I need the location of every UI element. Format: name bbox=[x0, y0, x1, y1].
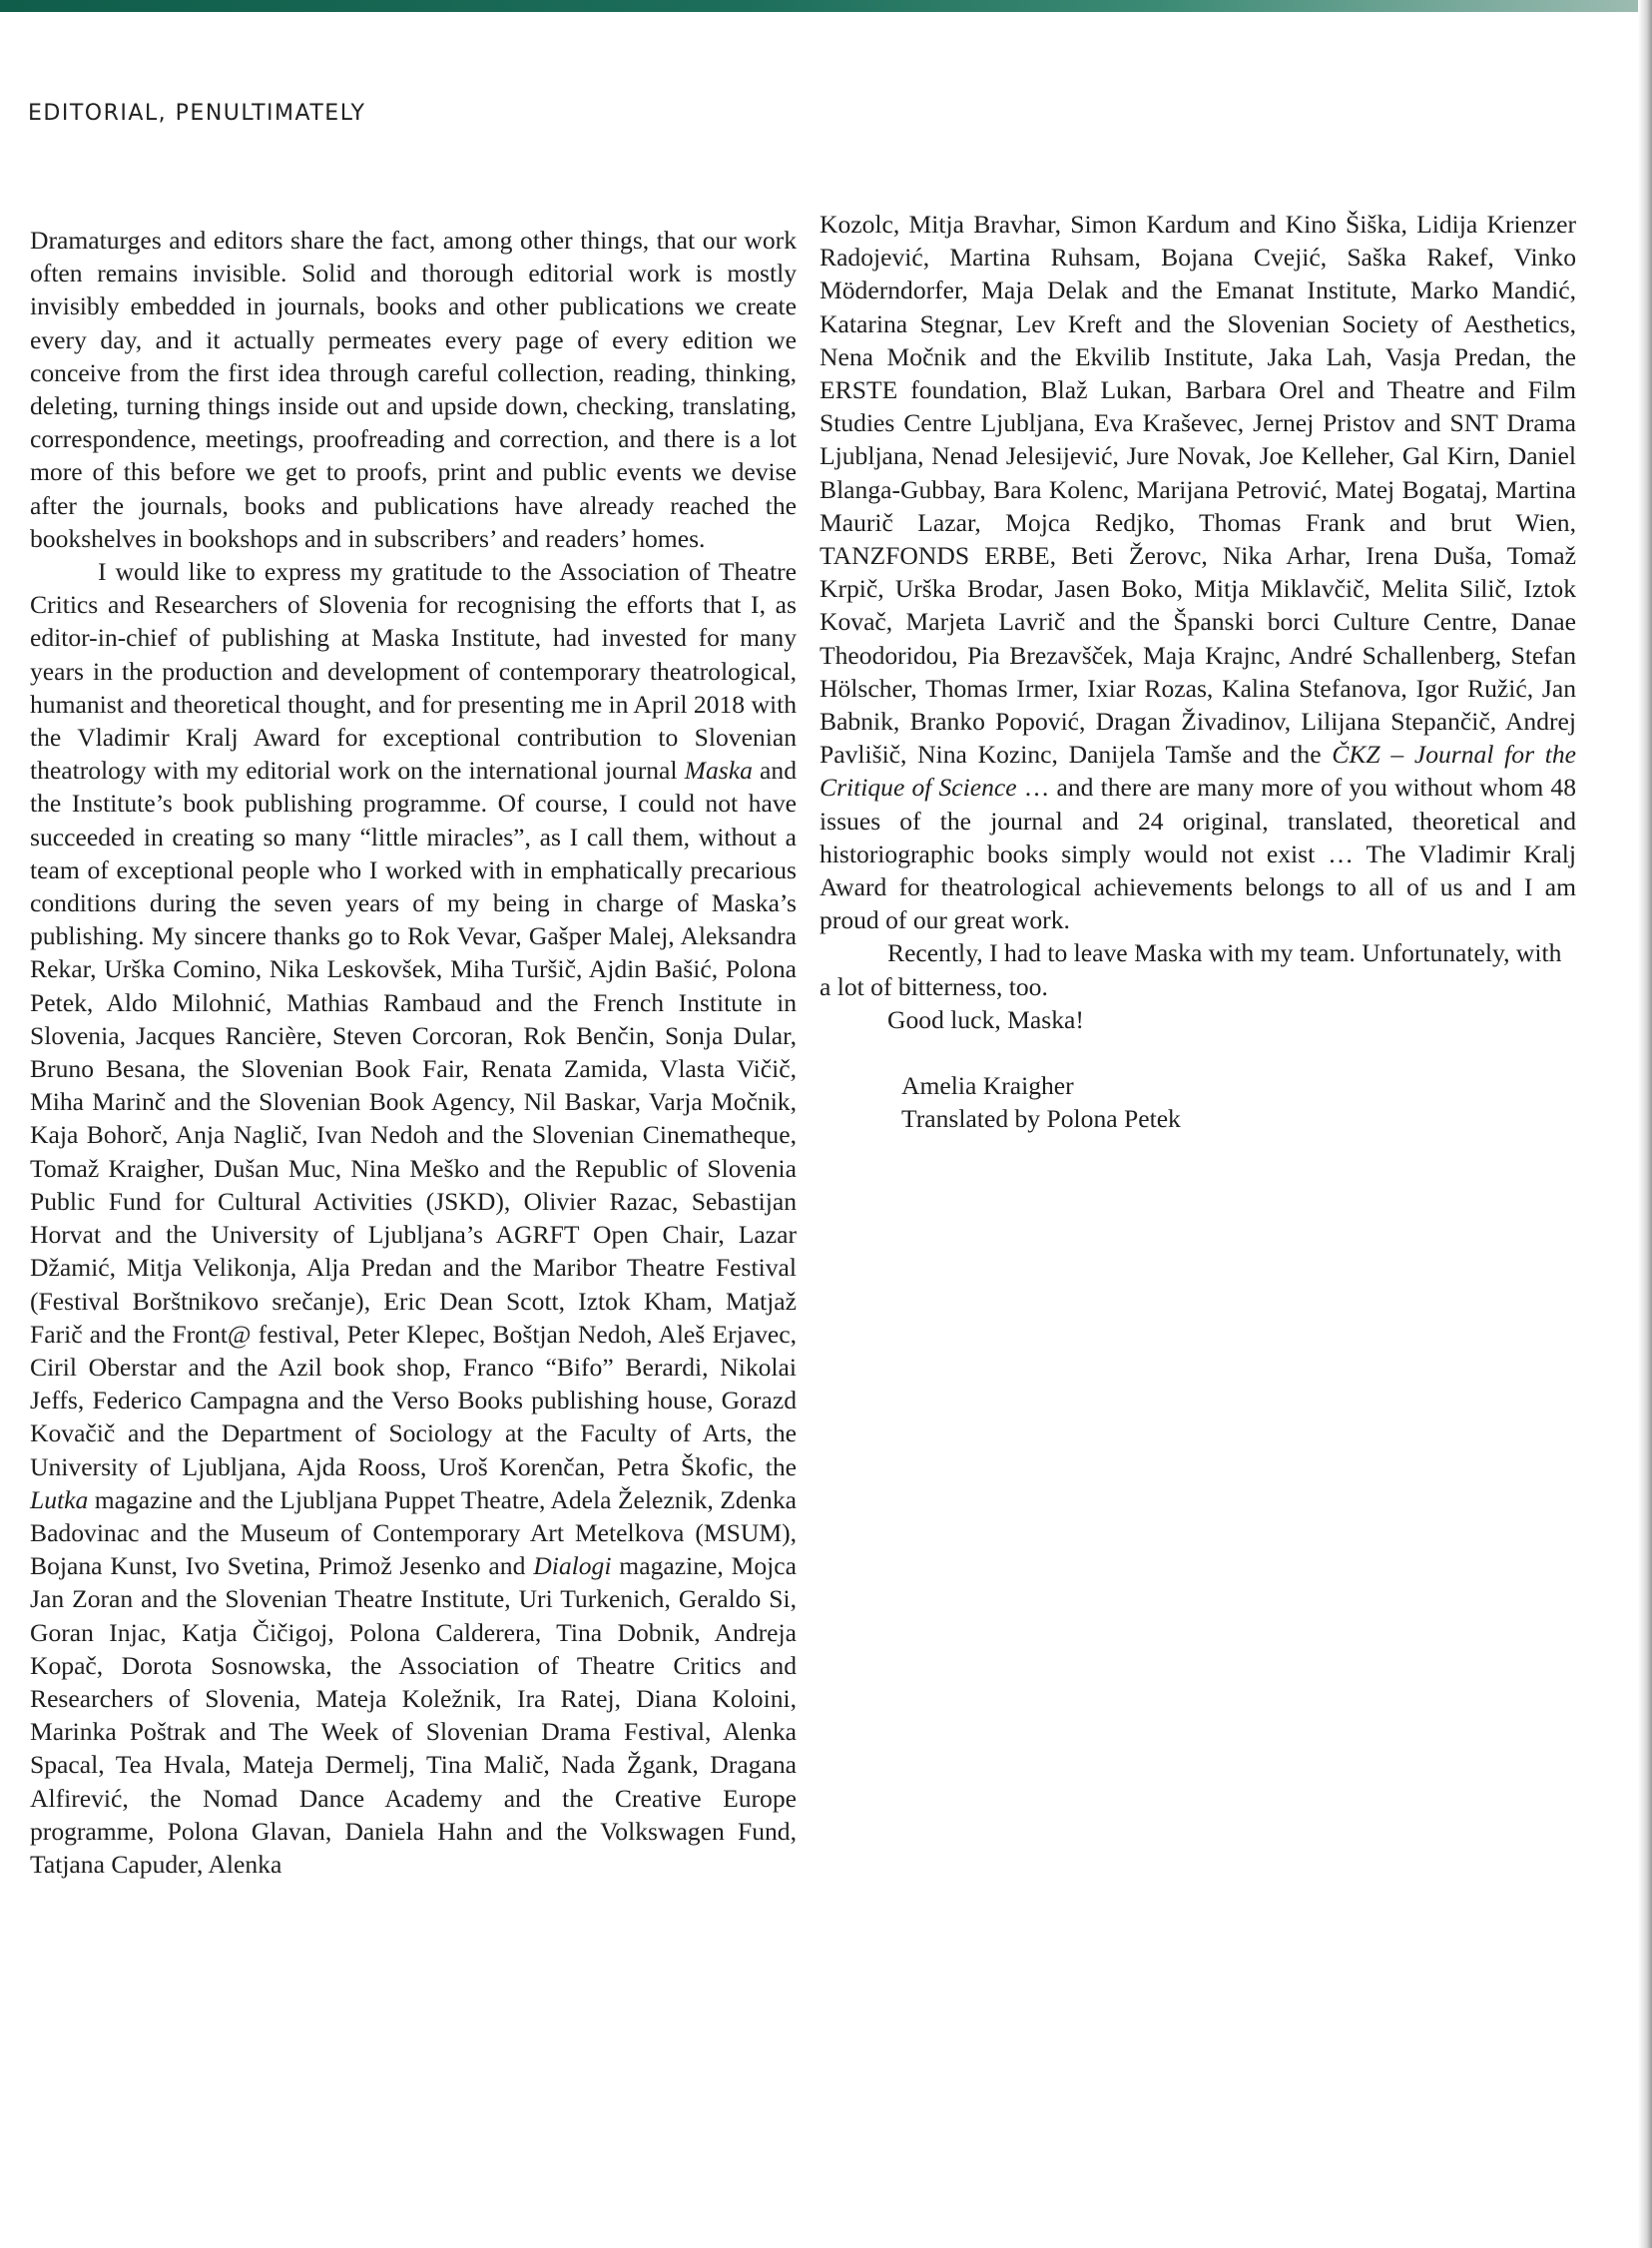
text-run: Kozolc, Mitja Bravhar, Simon Kardum and Kino Šiška, Lidija Krienzer Radojević, Martina Ruhsam, Bojana Cvejić, Saška Rakef, Vinko Möderndorfer, Maja Delak and the Emanat Institute, Marko Mandić, Katarina Stegnar, Lev Kreft and the Slovenian Society of Aesthetics, Nena Močnik and the Ekvilib Institute, Jaka Lah, Vasja Predan, the ERSTE foundation, Blaž Lukan, Barbara Orel and Theatre and Film Studies Centre Ljubljana, Eva Kraševec, Jernej Pristov and SNT Drama Ljubljana, Nenad Jelesijević, Jure Novak, Joe Kelleher, Gal Kirn, Daniel Blanga-Gubbay, Bara Kolenc, Marijana Petrović, Matej Bogataj, Martina Maurič Lazar, Mojca Redjko, Thomas Frank and brut Wien, TANZFONDS ERBE, Beti Žerovc, Nika Arhar, Irena Duša, Tomaž Krpič, Urška Brodar, Jasen Boko, Mitja Miklavčič, Melita Silič, Iztok Kovač, Marjeta Lavrič and the Španski borci Culture Centre, Danae Theodoridou, Pia Brezavšček, Maja Krajnc, André Schallenberg, Stefan Hölscher, Thomas Irmer, Ixiar Rozas, Kalina Stefanova, Igor Ružić, Jan Babnik, Branko Popović, Dragan Živadinov, Lilijana Stepančič, Andrej Pavlišič, Nina Kozinc, Danijela Tamše and the bbox=[820, 210, 1576, 770]
signature-block bbox=[820, 1069, 1576, 1135]
paragraph-recently: Recently, I had to leave Maska with my team. Unfortunately, with a lot of bitterness, too. bbox=[820, 938, 1562, 1001]
top-color-band bbox=[0, 0, 1652, 12]
right-column bbox=[820, 208, 1576, 1135]
text-run: magazine and the Ljubljana Puppet Theatre, Adela Železnik, Zdenka Badovinac and the Museum of Contemporary Art Metelkova (MSUM), Bojana Kunst, Ivo Svetina, Primož Jesenko and bbox=[30, 1484, 797, 1581]
text-run: … and there are many more of you without whom 48 issues of the journal and 24 original, translated, theoretical and historiographic books simply would not exist … The Vladimir Kralj Award for theatrological achievements belongs to all of us and I am proud of our great work. bbox=[820, 773, 1576, 935]
page-edge-shadow bbox=[1638, 0, 1652, 2248]
translator-credit: Translated by Polona Petek bbox=[901, 1104, 1181, 1134]
paragraph-continuation bbox=[820, 208, 1576, 936]
italic-journal-title: Maska bbox=[684, 756, 753, 786]
paragraph-gratitude bbox=[30, 555, 797, 1881]
section-header: EDITORIAL, PENULTIMATELY bbox=[28, 101, 366, 126]
italic-magazine-title: Lutka bbox=[30, 1484, 89, 1514]
italic-magazine-title: Dialogi bbox=[533, 1551, 612, 1581]
text-run: and the Institute’s book publishing programme. Of course, I could not have succeeded in creating so many “little miracles”, as I call them, without a team of exceptional people who I worked with in emphatically precarious conditions during the seven years of my being in charge of Maska’s publishing. My sincere thanks go to Rok Vevar, Gašper Malej, Aleksandra Rekar, Urška Comino, Nika Leskovšek, Miha Turšič, Ajdin Bašić, Polona Petek, Aldo Milohnić, Mathias Rambaud and the French Institute in Slovenia, Jacques Rancière, Steven Corcoran, Rok Benčin, Sonja Dular, Bruno Besana, the Slovenian Book Fair, Renata Zamida, Vlasta Vičič, Miha Marinč and the Slovenian Book Agency, Nil Baskar, Varja Močnik, Kaja Bohorč, Anja Naglič, Ivan Nedoh and the Slovenian Cinematheque, Tomaž Kraigher, Dušan Muc, Nina Meško and the Republic of Slovenia Public Fund for Cultural Activities (JSKD), Olivier Razac, Sebastijan Horvat and the University of Ljubljana’s AGRFT Open Chair, Lazar Džamić, Mitja Velikonja, Alja Predan and the Maribor Theatre Festival (Festival Borštnikovo srečanje), Eric Dean Scott, Iztok Kham, Matjaž Farič and the Front@ festival, Peter Klepec, Boštjan Nedoh, Aleš Erjavec, Ciril Oberstar and the Azil book shop, Franco “Bifo” Berardi, Nikolai Jeffs, Federico Campagna and the Verso Books publishing house, Gorazd Kovačič and the Department of Sociology at the Faculty of Arts, the University of Ljubljana, Ajda Rooss, Uroš Korenčan, Petra Škofic, the bbox=[30, 756, 797, 1481]
italic-journal-title: ČKZ – Journal for the Critique of Science bbox=[820, 740, 1576, 803]
text-run: I would like to express my gratitude to the Association of Theatre Critics and Researchers of Slovenia for recognising the efforts that I, as editor-in-chief of publishing at Maska Institute, had invested for many years in the production and development of contemporary theatrological, humanist and theoretical thought, and for presenting me in April 2018 with the Vladimir Kralj Award for exceptional contribution to Slovenian theatrology with my editorial work on the international journal bbox=[30, 557, 797, 786]
text-run: magazine, Mojca Jan Zoran and the Slovenian Theatre Institute, Uri Turkenich, Geraldo Si, Goran Injac, Katja Čičigoj, Polona Calderera, Tina Dobnik, Andreja Kopač, Dorota Sosnowska, the Association of Theatre Critics and Researchers of Slovenia, Mateja Koležnik, Ira Ratej, Diana Koloini, Marinka Poštrak and The Week of Slovenian Drama Festival, Alenka Spacal, Tea Hvala, Mateja Dermelj, Tina Malič, Nada Žgank, Dragana Alfirević, the Nomad Dance Academy and the Creative Europe programme, Polona Glavan, Daniela Hahn and the Volkswagen Fund, Tatjana Capuder, Alenka bbox=[30, 1551, 797, 1879]
paragraph-intro: Dramaturges and editors share the fact, among other things, that our work often remains invisible. Solid and thorough editorial work is mostly invisibly embedded in journals, books and other publications we create every day, and it actually permeates every page of every edition we conceive from the first idea through careful collection, reading, thinking, deleting, turning things inside out and upside down, checking, translating, correspondence, meetings, proofreading and correction, and there is a lot more of this before we get to proofs, print and public events we devise after the journals, books and publications have already reached the bookshelves in bookshops and in subscribers’ and readers’ homes. bbox=[30, 226, 797, 553]
author-name: Amelia Kraigher bbox=[901, 1071, 1074, 1101]
paragraph-good-luck: Good luck, Maska! bbox=[887, 1004, 1084, 1034]
left-column bbox=[30, 224, 797, 1881]
